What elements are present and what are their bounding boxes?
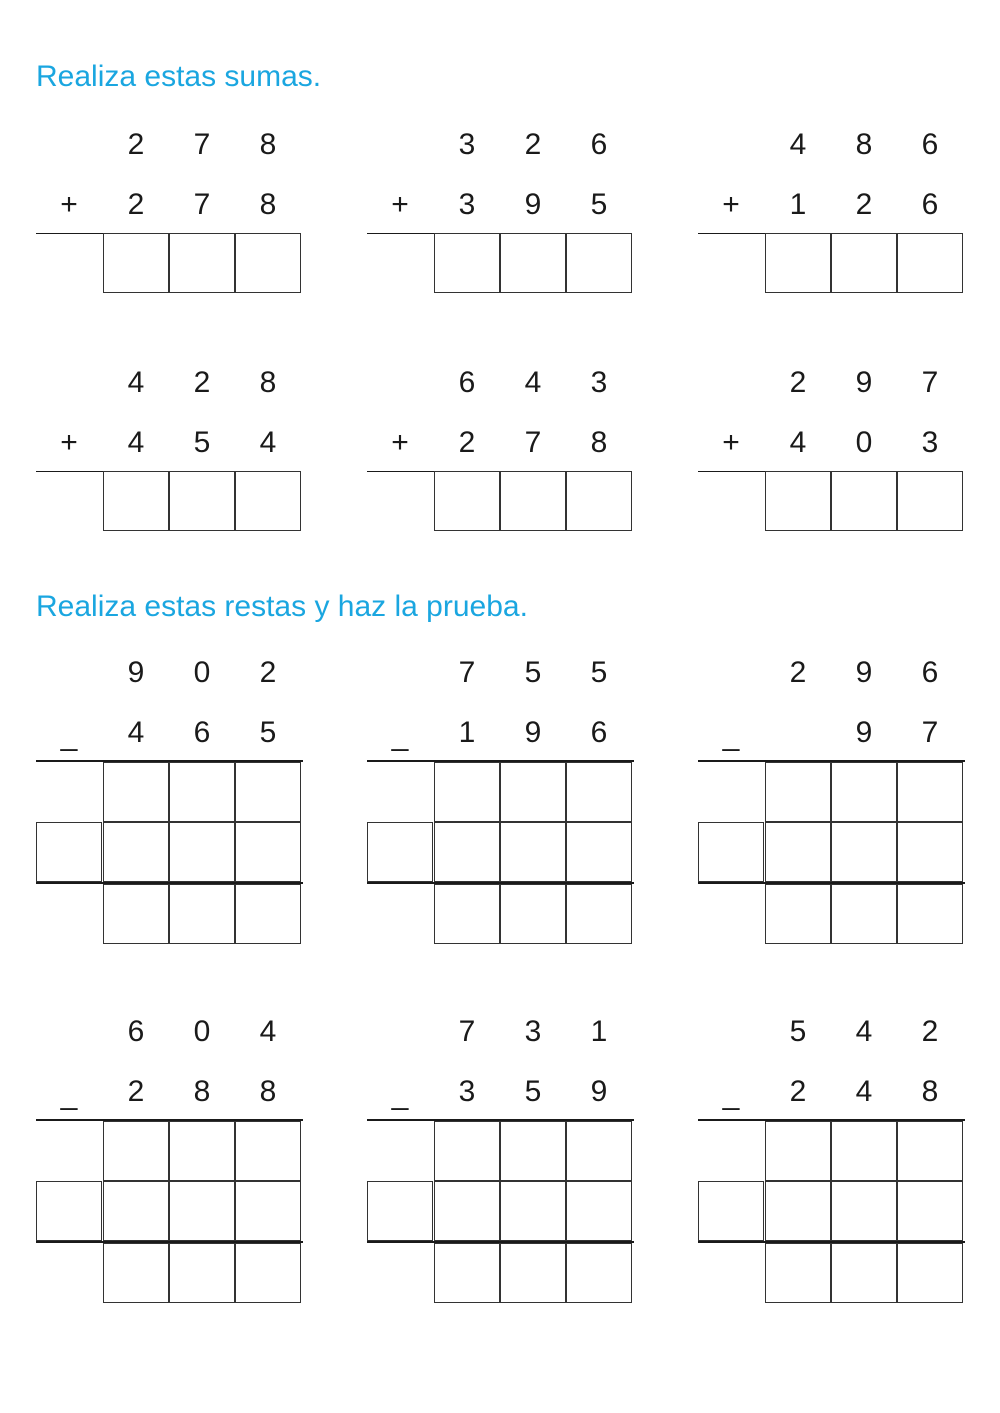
answer-box[interactable] (235, 884, 301, 944)
sum-line (698, 233, 765, 234)
answer-box[interactable] (831, 233, 897, 293)
digit: 8 (855, 128, 873, 161)
digit: 4 (789, 426, 807, 459)
answer-box[interactable] (566, 884, 632, 944)
answer-box[interactable] (500, 1243, 566, 1303)
digit: 7 (524, 426, 542, 459)
top-number (698, 125, 968, 165)
digit: 0 (855, 426, 873, 459)
digit: 4 (127, 426, 145, 459)
bottom-number (36, 185, 306, 225)
answer-box[interactable] (169, 1243, 235, 1303)
answer-box[interactable] (434, 822, 500, 882)
bottom-number (367, 1072, 637, 1112)
answer-box[interactable] (500, 762, 566, 822)
answer-box[interactable] (897, 1243, 963, 1303)
sums-heading: Realiza estas sumas. (36, 60, 322, 93)
digit: 9 (590, 1075, 608, 1108)
top-number (698, 653, 968, 693)
digit: 5 (524, 1075, 542, 1108)
answer-box[interactable] (566, 1181, 632, 1241)
answer-box[interactable] (897, 1181, 963, 1241)
answer-box[interactable] (500, 1181, 566, 1241)
minus-sign: _ (60, 1078, 78, 1111)
digit: 2 (193, 366, 211, 399)
digit: 8 (259, 366, 277, 399)
digit: 2 (458, 426, 476, 459)
minus-sign: _ (391, 719, 409, 752)
digit: 7 (458, 1015, 476, 1048)
sum-line (36, 471, 103, 472)
subtractions-heading: Realiza estas restas y haz la prueba. (36, 590, 528, 623)
answer-box[interactable] (566, 233, 632, 293)
digit: 3 (458, 128, 476, 161)
digit: 2 (524, 128, 542, 161)
answer-box[interactable] (897, 822, 963, 882)
plus-sign: + (60, 426, 78, 459)
digit: 6 (458, 366, 476, 399)
top-number (36, 363, 306, 403)
plus-sign: + (722, 426, 740, 459)
digit: 5 (193, 426, 211, 459)
answer-box[interactable] (169, 884, 235, 944)
answer-box[interactable] (698, 822, 764, 882)
digit: 5 (590, 656, 608, 689)
top-number (367, 125, 637, 165)
digit: 3 (921, 426, 939, 459)
bottom-number (367, 185, 637, 225)
answer-box[interactable] (103, 1121, 169, 1181)
top-number (36, 1012, 306, 1052)
answer-box[interactable] (169, 762, 235, 822)
answer-box[interactable] (103, 1243, 169, 1303)
subtraction-problem (36, 653, 306, 993)
bottom-number (367, 713, 637, 753)
answer-box[interactable] (103, 822, 169, 882)
answer-box[interactable] (235, 233, 301, 293)
digit: 9 (855, 366, 873, 399)
sum-line (36, 233, 103, 234)
digit: 9 (127, 656, 145, 689)
digit: 0 (193, 1015, 211, 1048)
bottom-number (698, 423, 968, 463)
digit: 6 (127, 1015, 145, 1048)
answer-box[interactable] (566, 471, 632, 531)
answer-box[interactable] (897, 884, 963, 944)
answer-box[interactable] (434, 233, 500, 293)
digit: 4 (855, 1015, 873, 1048)
answer-box[interactable] (831, 822, 897, 882)
answer-box[interactable] (566, 762, 632, 822)
answer-box[interactable] (500, 1121, 566, 1181)
answer-box[interactable] (434, 762, 500, 822)
digit: 4 (127, 366, 145, 399)
digit: 1 (458, 716, 476, 749)
digit: 6 (590, 128, 608, 161)
digit: 7 (193, 188, 211, 221)
digit: 2 (789, 366, 807, 399)
answer-box[interactable] (566, 1243, 632, 1303)
digit: 8 (921, 1075, 939, 1108)
digit: 4 (789, 128, 807, 161)
top-number (36, 653, 306, 693)
digit: 6 (921, 188, 939, 221)
digit: 5 (789, 1015, 807, 1048)
answer-box[interactable] (765, 1121, 831, 1181)
digit: 9 (524, 716, 542, 749)
digit: 1 (789, 188, 807, 221)
answer-box[interactable] (169, 822, 235, 882)
digit: 1 (590, 1015, 608, 1048)
answer-box[interactable] (831, 884, 897, 944)
digit: 6 (193, 716, 211, 749)
minus-sign: _ (60, 719, 78, 752)
top-number (367, 363, 637, 403)
digit: 8 (193, 1075, 211, 1108)
answer-box[interactable] (367, 822, 433, 882)
plus-sign: + (391, 426, 409, 459)
answer-box[interactable] (36, 1181, 102, 1241)
minus-sign: _ (722, 719, 740, 752)
top-number (36, 125, 306, 165)
digit: 2 (789, 1075, 807, 1108)
answer-box[interactable] (434, 884, 500, 944)
digit: 3 (524, 1015, 542, 1048)
top-number (367, 653, 637, 693)
bottom-number (36, 423, 306, 463)
top-number (367, 1012, 637, 1052)
sum-line (367, 233, 434, 234)
answer-box[interactable] (103, 762, 169, 822)
bottom-number (36, 1072, 306, 1112)
answer-box[interactable] (235, 471, 301, 531)
plus-sign: + (722, 188, 740, 221)
subtraction-problem (367, 1012, 637, 1352)
bottom-number (698, 185, 968, 225)
answer-box[interactable] (500, 471, 566, 531)
digit: 8 (259, 1075, 277, 1108)
answer-box[interactable] (235, 822, 301, 882)
top-number (698, 1012, 968, 1052)
answer-box[interactable] (897, 471, 963, 531)
bottom-number (36, 713, 306, 753)
digit: 2 (127, 188, 145, 221)
digit: 7 (193, 128, 211, 161)
bottom-number (698, 713, 968, 753)
digit: 7 (458, 656, 476, 689)
subtraction-problem (698, 1012, 968, 1352)
answer-box[interactable] (500, 233, 566, 293)
answer-box[interactable] (103, 1181, 169, 1241)
answer-box[interactable] (169, 471, 235, 531)
answer-box[interactable] (169, 1181, 235, 1241)
digit: 3 (458, 1075, 476, 1108)
answer-box[interactable] (831, 1181, 897, 1241)
digit: 4 (127, 716, 145, 749)
minus-sign: _ (391, 1078, 409, 1111)
answer-box[interactable] (765, 762, 831, 822)
answer-box[interactable] (103, 884, 169, 944)
digit: 9 (855, 656, 873, 689)
digit: 8 (590, 426, 608, 459)
answer-box[interactable] (169, 1121, 235, 1181)
subtraction-problem (36, 1012, 306, 1352)
digit: 2 (789, 656, 807, 689)
minus-sign: _ (722, 1078, 740, 1111)
digit: 9 (524, 188, 542, 221)
answer-box[interactable] (103, 233, 169, 293)
answer-box[interactable] (235, 1121, 301, 1181)
answer-box[interactable] (235, 762, 301, 822)
answer-box[interactable] (765, 1243, 831, 1303)
answer-box[interactable] (831, 1243, 897, 1303)
digit: 4 (855, 1075, 873, 1108)
answer-box[interactable] (367, 1181, 433, 1241)
answer-box[interactable] (500, 822, 566, 882)
subtraction-problem (698, 653, 968, 993)
bottom-number (367, 423, 637, 463)
answer-box[interactable] (897, 233, 963, 293)
digit: 0 (193, 656, 211, 689)
digit: 5 (259, 716, 277, 749)
answer-box[interactable] (500, 884, 566, 944)
digit: 7 (921, 716, 939, 749)
answer-box[interactable] (36, 822, 102, 882)
digit: 5 (524, 656, 542, 689)
digit: 8 (259, 188, 277, 221)
digit: 2 (127, 128, 145, 161)
digit: 2 (259, 656, 277, 689)
digit: 4 (259, 1015, 277, 1048)
answer-box[interactable] (434, 1243, 500, 1303)
answer-box[interactable] (831, 762, 897, 822)
answer-box[interactable] (765, 884, 831, 944)
digit: 4 (524, 366, 542, 399)
answer-box[interactable] (235, 1243, 301, 1303)
digit: 2 (921, 1015, 939, 1048)
answer-box[interactable] (566, 1121, 632, 1181)
answer-box[interactable] (831, 1121, 897, 1181)
answer-box[interactable] (765, 822, 831, 882)
bottom-number (698, 1072, 968, 1112)
digit: 6 (921, 128, 939, 161)
digit: 4 (259, 426, 277, 459)
sum-line (367, 471, 434, 472)
answer-box[interactable] (169, 233, 235, 293)
answer-box[interactable] (897, 1121, 963, 1181)
digit: 6 (921, 656, 939, 689)
digit: 5 (590, 188, 608, 221)
sum-problem (367, 363, 637, 703)
answer-box[interactable] (897, 762, 963, 822)
digit: 2 (855, 188, 873, 221)
answer-box[interactable] (765, 1181, 831, 1241)
answer-box[interactable] (566, 822, 632, 882)
sum-line (698, 471, 765, 472)
sum-problem (698, 363, 968, 703)
answer-box[interactable] (103, 471, 169, 531)
answer-box[interactable] (434, 1121, 500, 1181)
plus-sign: + (391, 188, 409, 221)
answer-box[interactable] (434, 1181, 500, 1241)
digit: 7 (921, 366, 939, 399)
top-number (698, 363, 968, 403)
plus-sign: + (60, 188, 78, 221)
answer-box[interactable] (765, 233, 831, 293)
digit: 3 (458, 188, 476, 221)
subtraction-problem (367, 653, 637, 993)
answer-box[interactable] (235, 1181, 301, 1241)
digit: 8 (259, 128, 277, 161)
answer-box[interactable] (765, 471, 831, 531)
digit: 6 (590, 716, 608, 749)
answer-box[interactable] (698, 1181, 764, 1241)
sum-problem (36, 363, 306, 703)
digit: 3 (590, 366, 608, 399)
digit: 2 (127, 1075, 145, 1108)
answer-box[interactable] (831, 471, 897, 531)
answer-box[interactable] (434, 471, 500, 531)
digit: 9 (855, 716, 873, 749)
